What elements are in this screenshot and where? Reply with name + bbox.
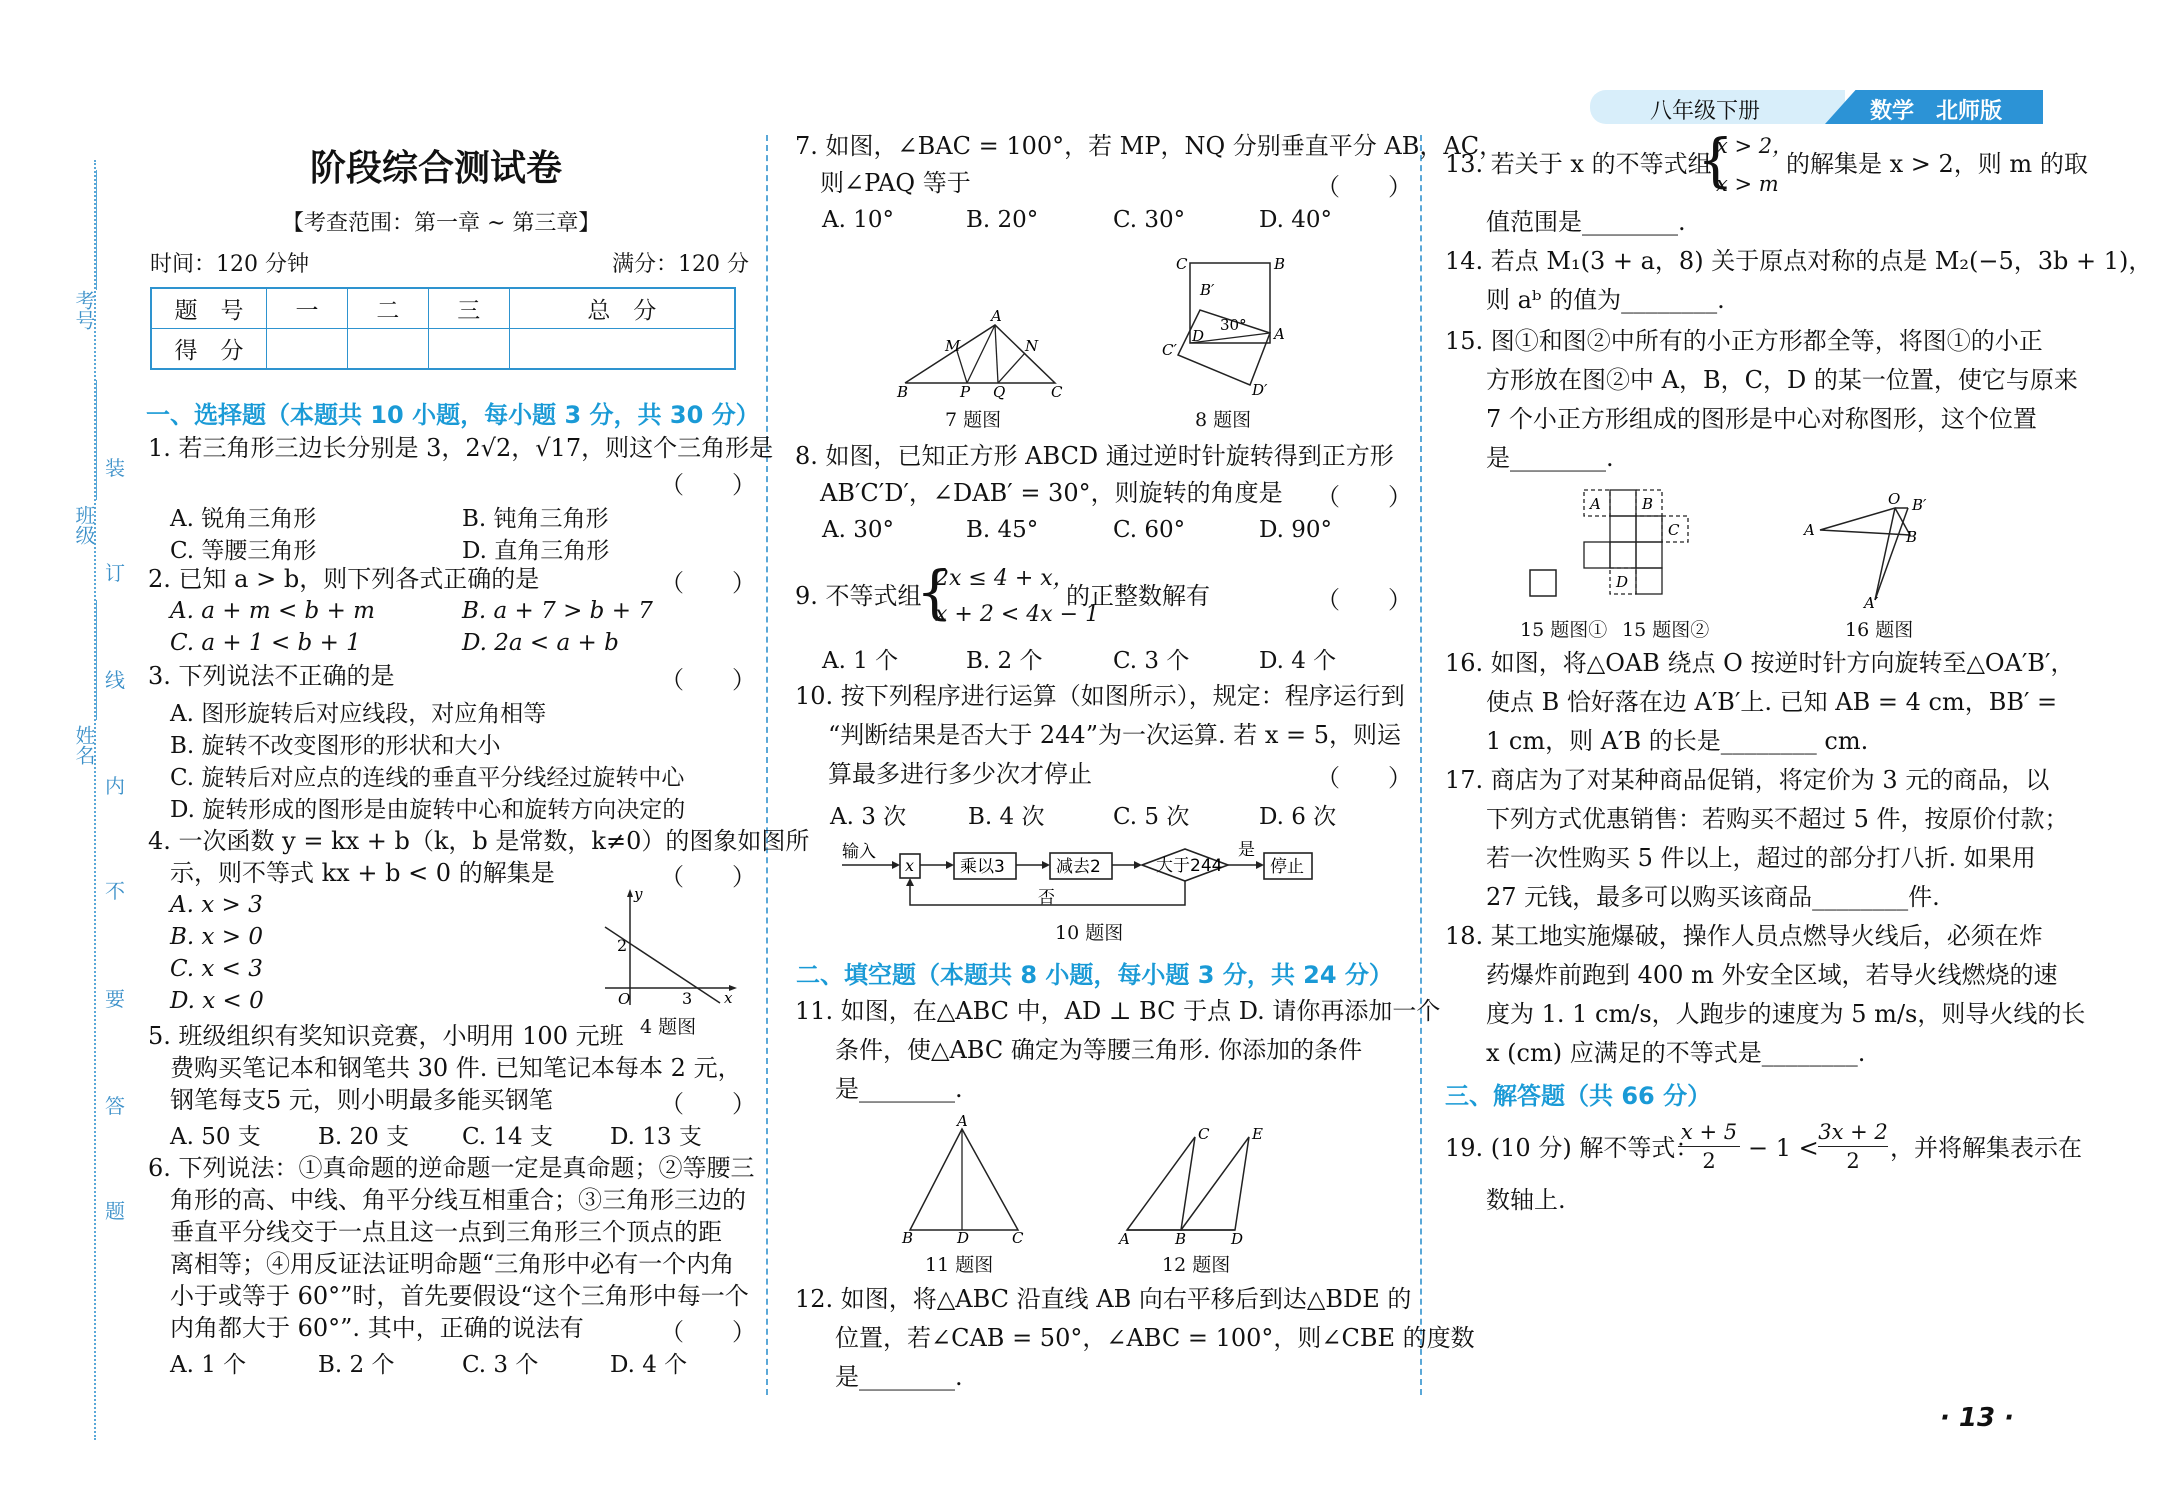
y-axis-arrow [627,889,633,897]
point-label: B [1906,528,1918,546]
question-17-line: 若一次性购买 5 件以上，超过的部分打八折. 如果用 [1486,844,2036,872]
fraction-2 [1818,1118,1888,1175]
question-4-stem-cont: 示，则不等式 kx + b < 0 的解集是 [170,859,555,887]
column-divider-2 [1420,135,1422,1395]
grid-cell [1636,542,1662,568]
question-19-post: ，并将解集表示在 [1890,1134,2082,1162]
point-label: C [1668,521,1680,539]
binding-line-label-gap [96,170,97,290]
point-label: O [1888,490,1901,508]
question-1-stem: 1. 若三角形三边长分别是 3，2√2，√17，则这个三角形是 [148,434,774,462]
system-brace: { [1697,126,1734,194]
score-table-cell: 得 分 [151,329,267,370]
question-15-line: 是________. [1486,444,1614,472]
question-9-system-line: x + 2 < 4x − 1 [935,602,1100,627]
option: B. 旋转不改变图形的形状和大小 [170,733,501,759]
binding-char: 内 [105,774,125,798]
question-18-line: 18. 某工地实施爆破，操作人员点燃导火线后，必须在炸 [1445,922,2043,950]
figure-4-caption: 4 题图 [640,1016,697,1038]
header-grade-label: 八年级下册 [1650,99,1761,124]
flow-multiply-label: 乘以3 [960,857,1005,877]
question-5-line: 5. 班级组织有奖知识竞赛，小明用 100 元班 [148,1022,624,1050]
binding-char: 装 [105,456,125,480]
grid-cell [1636,568,1662,594]
answer-paren: （ ） [1316,586,1412,614]
score-input-cell[interactable] [267,329,348,370]
binding-label-class: 班级 [72,505,96,545]
question-15-line: 方形放在图②中 A，B，C，D 的某一位置，使它与原来 [1486,366,2078,394]
option: B. 20 支 [318,1124,410,1150]
figure-12-caption: 12 题图 [1162,1254,1231,1276]
option: A. 图形旋转后对应线段，对应角相等 [170,701,547,727]
grid-cell [1610,490,1636,516]
question-6-line: 垂直平分线交于一点且这一点到三角形三个顶点的距 [170,1218,722,1246]
option: C. a + 1 < b + 1 [170,630,361,656]
question-18-line: 度为 1. 1 cm/s，人跑步的速度为 5 m/s，则导火线的长 [1486,1000,2086,1028]
option: A. 10° [822,207,894,233]
option: D. x < 0 [170,988,264,1014]
question-3-stem: 3. 下列说法不正确的是 [148,662,395,690]
figure-16-caption: 16 题图 [1845,619,1914,641]
question-19-pre: 19. (10 分) 解不等式： [1445,1134,1700,1162]
answer-paren: （ ） [660,569,756,597]
flow-x-label: x [905,856,915,875]
binding-label-name: 姓名 [72,725,96,765]
point-label: Q [993,383,1006,400]
question-14-line: 则 aᵇ 的值为________. [1486,286,1725,314]
option: C. 旋转后对应点的连线的垂直平分线经过旋转中心 [170,765,685,791]
flow-arrowhead [906,878,914,886]
triangle-oab [1820,508,1910,535]
segment-nq [998,353,1025,383]
single-square [1530,570,1556,596]
option: A. 1 个 [170,1352,247,1378]
point-label: B [897,383,909,400]
question-17-line: 下列方式优惠销售：若购买不超过 5 件，按原价付款； [1486,805,2069,833]
question-12-line: 是________. [835,1363,963,1391]
triangle-abc [1127,1137,1195,1230]
question-15-line: 7 个小正方形组成的图形是中心对称图形，这个位置 [1486,405,2037,433]
score-table-cell: 二 [347,288,428,329]
option: D. 6 次 [1259,804,1337,830]
question-18-line: x (cm) 应满足的不等式是________. [1486,1039,1866,1067]
question-10-line: “判断结果是否大于 244”为一次运算. 若 x = 5，则运 [828,721,1402,749]
flow-input-label: 输入 [842,842,876,862]
answer-paren: （ ） [660,1318,756,1346]
question-12-line: 12. 如图，将△ABC 沿直线 AB 向右平移后到达△BDE 的 [795,1285,1412,1313]
binding-underline-2 [96,600,97,720]
triangle-abc [910,1129,1018,1230]
binding-char: 答 [105,1094,125,1118]
question-13-line2: 值范围是________. [1486,208,1686,236]
score-table-cell: 题 号 [151,288,267,329]
option: C. 30° [1113,207,1186,233]
option: C. 14 支 [462,1124,553,1150]
option: A. 50 支 [170,1124,261,1150]
flow-stop-label: 停止 [1270,857,1304,877]
flow-decision-label: 大于244 [1156,856,1223,876]
option: D. 4 个 [1259,648,1337,674]
point-label: D [1616,573,1629,591]
option: C. 3 个 [1113,648,1190,674]
point-label: C [1176,255,1188,273]
page-title: 阶段综合测试卷 [310,148,563,189]
question-14-line: 14. 若点 M₁(3 + a，8) 关于原点对称的点是 M₂(−5，3b + 1)， [1445,247,2153,275]
option: C. 5 次 [1113,804,1190,830]
question-13-post: 的解集是 x > 2，则 m 的取 [1786,150,2088,178]
question-5-line: 钢笔每支5 元，则小明最多能买钢笔 [170,1086,553,1114]
point-label: M [945,337,961,355]
option: A. 3 次 [830,804,907,830]
option: B. a + 7 > b + 7 [462,598,653,624]
point-label: D [957,1229,970,1245]
point-label: B [902,1229,914,1245]
question-7-line: 则∠PAQ 等于 [820,169,971,197]
option: B. 2 个 [966,648,1043,674]
system-brace: { [916,558,953,626]
question-9-post: 的正整数解有 [1066,582,1210,610]
point-label: D [1231,1230,1244,1245]
score-table [150,287,736,370]
axis-label-x: x [724,989,733,1007]
grid-cell [1636,516,1662,542]
question-16-line: 16. 如图，将△OAB 绕点 O 按逆时针方向旋转至△OA′B′， [1445,649,2075,677]
option: C. 3 个 [462,1352,539,1378]
exam-time: 时间：120 分钟 [150,252,309,277]
question-16-line: 使点 B 恰好落在边 A′B′上. 已知 AB = 4 cm，BB′ = [1486,688,2058,716]
score-table-cell: 总 分 [509,288,735,329]
binding-label-exam-id: 考号 [72,290,96,330]
question-7-line: 7. 如图，∠BAC = 100°，若 MP，NQ 分别垂直平分 AB，AC， [795,132,1504,160]
question-16-line: 1 cm，则 A′B 的长是________ cm. [1486,727,1869,755]
grid-cell [1584,542,1610,568]
option: C. x < 3 [170,956,263,982]
point-label: N [1025,337,1039,355]
binding-underline-1 [96,380,97,500]
flow-arrowhead [946,861,954,869]
binding-char: 不 [105,879,125,903]
figure-16 [1800,490,1950,610]
question-8-line: 8. 如图，已知正方形 ABCD 通过逆时针旋转得到正方形 [795,442,1394,470]
option: C. 等腰三角形 [170,538,317,564]
flow-arrowhead [892,861,900,869]
question-12-line: 位置，若∠CAB = 50°，∠ABC = 100°，则∠CBE 的度数 [835,1324,1475,1352]
answer-paren: （ ） [1316,483,1412,511]
segment-mp [957,351,967,383]
grid-cell [1610,542,1636,568]
question-2-stem: 2. 已知 a > b，则下列各式正确的是 [148,565,540,593]
exam-scope: 【考查范围：第一章 ~ 第三章】 [282,211,601,236]
option: D. 13 支 [610,1124,702,1150]
question-13-system-line: x > m [1716,172,1779,196]
page-number: · 13 · [1940,1403,2015,1433]
question-19-line2: 数轴上. [1486,1186,1566,1214]
score-input-cell[interactable] [347,329,428,370]
fraction-1 [1678,1118,1740,1175]
flow-arrowhead [1042,861,1050,869]
section-heading-solve: 三、解答题（共 66 分） [1445,1082,1712,1110]
question-9-system-line: 2x ≤ 4 + x， [935,566,1075,591]
question-6-line: 小于或等于 60°”时，首先要假设“这个三角形中每一个 [170,1282,749,1310]
question-13-system-line: x > 2， [1716,134,1794,158]
section-heading-fill: 二、填空题（本题共 8 小题，每小题 3 分，共 24 分） [796,961,1393,989]
point-label: C′ [1162,341,1177,359]
option: B. 20° [966,207,1039,233]
figure-15-caption-1: 15 题图① [1520,619,1608,641]
figure-4-graph [600,885,740,1010]
figure-12 [1115,1125,1285,1245]
grid-cell [1610,516,1636,542]
score-table-header-row [151,288,735,329]
option: D. 40° [1259,207,1333,233]
option: A. 锐角三角形 [170,506,317,532]
fraction-1-numerator: x + 5 [1678,1118,1740,1147]
point-label: A [1804,521,1815,539]
binding-char: 订 [105,561,125,585]
fraction-1-denominator: 2 [1702,1149,1716,1173]
question-19-mid: − 1 < [1748,1134,1819,1162]
binding-line [94,160,96,1440]
column-divider-1 [766,135,768,1395]
answer-paren: （ ） [660,666,756,694]
question-10-line: 算最多进行多少次才停止 [828,760,1092,788]
figure-8 [1160,255,1300,400]
point-label: P [960,383,971,400]
flow-yes-label: 是 [1238,840,1255,860]
question-9-pre: 9. 不等式组 [795,582,922,610]
figure-15 [1520,480,1720,610]
score-table-cell: 三 [428,288,509,329]
option: A. x > 3 [170,892,263,918]
figure-15-caption-2: 15 题图② [1622,619,1710,641]
header-subject-label: 数学 北师版 [1870,99,2003,124]
fraction-2-denominator: 2 [1846,1149,1860,1173]
option: A. 30° [822,517,894,543]
option: B. 2 个 [318,1352,395,1378]
point-label: A [1119,1230,1130,1245]
question-11-line: 11. 如图，在△ABC 中，AD ⊥ BC 于点 D. 请你再添加一个 [795,997,1441,1025]
figure-7 [895,305,1065,400]
option: C. 60° [1113,517,1186,543]
point-label: C [1012,1229,1024,1245]
question-13-pre: 13. 若关于 x 的不等式组 [1445,150,1712,178]
question-15-line: 15. 图①和图②中所有的小正方形都全等，将图①的小正 [1445,327,2043,355]
point-label: D [1192,327,1205,345]
point-label: B [1642,495,1654,513]
y-intercept-label: 2 [617,936,628,955]
point-label: B′ [1200,281,1215,299]
question-11-line: 是________. [835,1075,963,1103]
option: A. 1 个 [822,648,899,674]
answer-paren: （ ） [660,863,756,891]
answer-paren: （ ） [660,1090,756,1118]
option: B. x > 0 [170,924,264,950]
option: D. 2a < a + b [462,630,619,656]
question-17-line: 17. 商店为了对某种商品促销，将定价为 3 元的商品，以 [1445,766,2050,794]
option: D. 4 个 [610,1352,688,1378]
figure-8-caption: 8 题图 [1195,409,1252,431]
point-label: A [957,1115,968,1130]
figure-11-caption: 11 题图 [925,1254,994,1276]
answer-paren: （ ） [1316,173,1412,201]
point-label: B [1175,1230,1187,1245]
origin-label: O [618,990,631,1008]
score-input-cell[interactable] [509,329,735,370]
option: D. 旋转形成的图形是由旋转中心和旋转方向决定的 [170,797,686,823]
angle-label: 30° [1220,316,1247,334]
question-6-line: 6. 下列说法：①真命题的逆命题一定是真命题；②等腰三 [148,1154,755,1182]
binding-char: 要 [105,987,125,1011]
point-label: D′ [1252,381,1268,399]
point-label: B′ [1912,496,1927,514]
answer-paren: （ ） [660,471,756,499]
question-4-stem: 4. 一次函数 y = kx + b（k，b 是常数，k≠0）的图象如图所 [148,827,810,855]
question-10-line: 10. 按下列程序进行运算（如图所示），规定：程序运行到 [795,682,1405,710]
option: B. 4 次 [968,804,1045,830]
point-label: E [1252,1125,1263,1143]
section-heading-choice: 一、选择题（本题共 10 小题，每小题 3 分，共 30 分） [146,401,760,429]
option: A. a + m < b + m [170,598,375,624]
score-input-cell[interactable] [428,329,509,370]
segment-aq [995,325,998,383]
axis-label-y: y [634,885,643,903]
option: B. 45° [966,517,1039,543]
question-8-line: AB′C′D′，∠DAB′ = 30°，则旋转的角度是 [820,479,1283,507]
flow-arrowhead [1256,861,1264,869]
flow-no-label: 否 [1038,888,1055,908]
x-intercept-label: 3 [682,989,693,1008]
option: D. 90° [1259,517,1333,543]
point-label: A′ [1864,594,1879,610]
question-17-line: 27 元钱，最多可以购买该商品________件. [1486,883,1940,911]
question-5-line: 费购买笔记本和钢笔共 30 件. 已知笔记本每本 2 元， [170,1054,742,1082]
figure-11 [900,1115,1030,1245]
question-6-line: 角形的高、中线、角平分线互相重合；③三角形三边的 [170,1186,746,1214]
question-6-line: 离相等；④用反证法证明命题“三角形中必有一个内角 [170,1250,735,1278]
triangle-bde [1181,1137,1249,1230]
score-table-cell: 一 [267,288,348,329]
option: B. 钝角三角形 [462,506,609,532]
option: D. 直角三角形 [462,538,610,564]
point-label: C [1051,383,1063,400]
score-table-score-row [151,329,735,370]
exam-full-score: 满分：120 分 [612,252,749,277]
binding-char: 题 [105,1199,125,1223]
figure-10-flowchart [840,835,1350,915]
point-label: A [991,307,1002,325]
question-11-line: 条件，使△ABC 确定为等腰三角形. 你添加的条件 [835,1036,1363,1064]
figure-10-caption: 10 题图 [1055,922,1124,944]
question-6-line: 内角都大于 60°”. 其中，正确的说法有 [170,1314,584,1342]
figure-7-caption: 7 题图 [945,409,1002,431]
point-label: B [1274,255,1286,273]
answer-paren: （ ） [1316,764,1412,792]
fraction-2-numerator: 3x + 2 [1818,1118,1888,1147]
binding-char: 线 [105,668,125,692]
point-label: A [1590,495,1601,513]
flow-subtract-label: 减去2 [1056,857,1101,877]
point-label: A [1274,325,1285,343]
question-18-line: 药爆炸前跑到 400 m 外安全区域，若导火线燃烧的速 [1486,961,2058,989]
point-label: C [1198,1125,1210,1143]
